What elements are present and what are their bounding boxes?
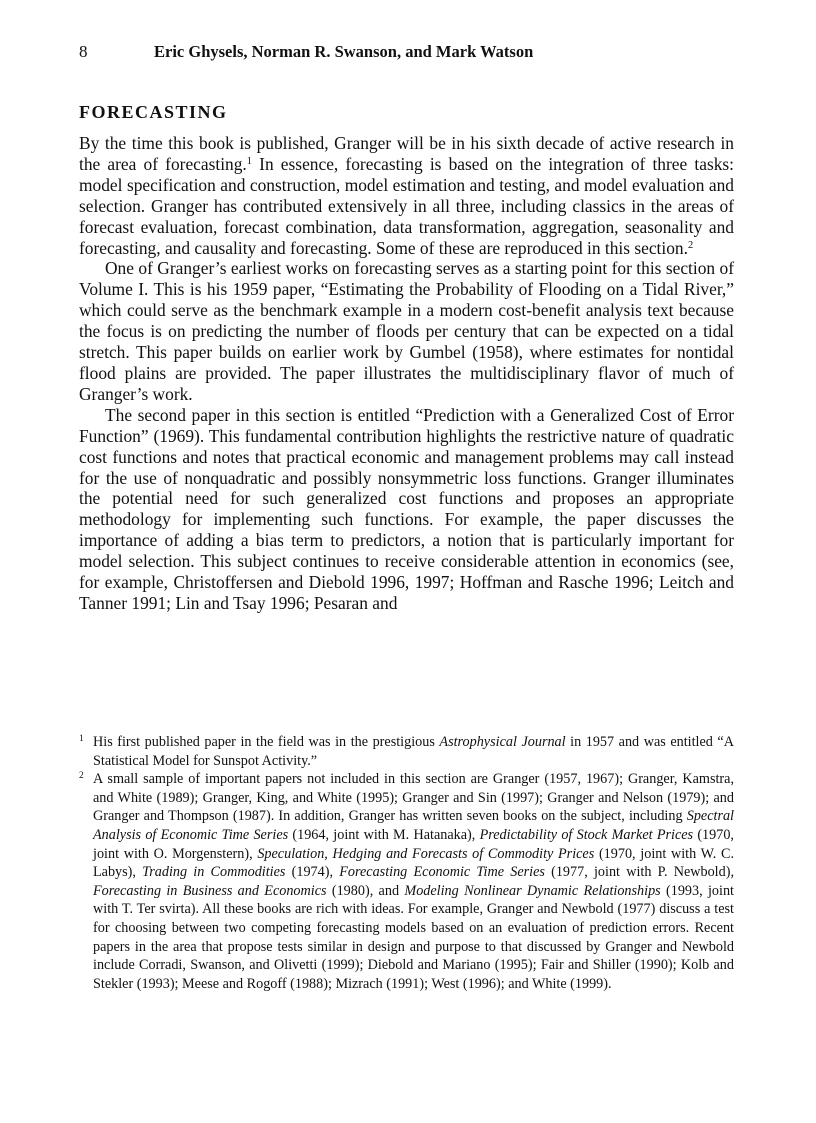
text-run: (1964, joint with M. Hatanaka), (288, 826, 480, 843)
italic-title: Forecasting Economic Time Series (339, 864, 545, 881)
footnote (79, 770, 734, 993)
italic-title: Forecasting in Business and Economics (93, 882, 327, 899)
body-paragraph (79, 405, 734, 614)
text-run: (1970, joint with O. Morgenstern), (93, 826, 734, 862)
body-paragraph (79, 258, 734, 404)
italic-title: Astrophysical Journal (439, 734, 566, 750)
italic-title: Predictability of Stock Market Prices (479, 826, 694, 843)
text-run: (1974), (285, 864, 340, 881)
footnote (79, 733, 734, 770)
page-number: 8 (79, 42, 88, 61)
footnote-reference: 2 (687, 239, 694, 251)
text-run: (1980), and (326, 882, 405, 899)
text-run: The second paper in this section is entitled “Prediction with a Generalized Cost of Error Function” (1969). This fundamental contribution highlights the restrictive nature of quadratic cost functions and notes that practical economic and management problems may call instead for the use of nonquadratic and possibly nonsymmetric loss functions. Granger illuminates the potential need for such generalized cost functions and proposes an appropriate methodology for implementing such functions. For example, the paper discusses the importance of adding a bias term to predictors, a notion that is particularly important for model selection. This subject continues to receive considerable attention in economics (see, for example, Christoffersen and Diebold 1996, 1997; Hoffman and Rasche 1996; Leitch and Tanner 1991; Lin and Tsay 1996; Pesaran and (79, 404, 734, 613)
text-run: A small sample of important papers not included in this section are Granger (1957, 1967); Granger, Kamstra, and White (1989); Granger, King, and White (1995); Granger and Sin (1997); Granger and Nelson (1979); and Granger and Thompson (1987). In addition, Granger has written seven books on the subject, including (93, 771, 734, 825)
text-run: (1993, joint with T. Ter svirta). All these books are rich with ideas. For example, Granger and Newbold (1977) discuss a test for choosing between two competing forecasting models based on an evaluation of prediction errors. Recent papers in the area that propose tests similar in design and purpose to that discussed by Granger and Newbold include Corradi, Swanson, and Olivetti (1999); Diebold and Mariano (1995); Fair and Shiller (1990); Kolb and Stekler (1993); Meese and Rogoff (1988); Mizrach (1991); West (1996); and White (1999). (93, 882, 735, 992)
text-run: (1977, joint with P. Newbold), (544, 864, 734, 881)
text-run: in 1957 and was entitled “A Statistical Model for Sunspot Activity.” (93, 734, 734, 769)
footnote-mark: 1 (79, 734, 84, 744)
italic-title: Spectral Analysis of Economic Time Series (93, 808, 734, 843)
section-title: FORECASTING (79, 102, 228, 122)
body-text (79, 133, 734, 614)
italic-title: Trading in Commodities (142, 864, 286, 881)
running-header (79, 42, 739, 66)
text-run: His first published paper in the field was in the prestigious (93, 734, 440, 750)
italic-title: Modeling Nonlinear Dynamic Relationships (404, 882, 661, 899)
text-run: In essence, forecasting is based on the integration of three tasks: model specification and construction, model estimation and testing, and model evaluation and selection. Granger has contributed extensively in all three, including classics in the areas of forecast evaluation, forecast combination, data transformation, aggregation, seasonality and forecasting, and causality and forecasting. Some of these are reproduced in this section. (79, 153, 735, 258)
footnote-mark: 2 (79, 771, 84, 782)
italic-title: Speculation, Hedging and Forecasts of Commodity Prices (257, 845, 595, 862)
running-header-authors: Eric Ghysels, Norman R. Swanson, and Mark Watson (154, 42, 534, 61)
body-paragraph (79, 133, 734, 258)
footnote-reference: 1 (246, 155, 252, 167)
text-run: (1970, joint with W. C. Labys), (93, 845, 734, 881)
footnotes (79, 733, 734, 993)
text-run: One of Granger’s earliest works on forecasting serves as a starting point for this section of Volume I. This is his 1959 paper, “Estimating the Probability of Flooding on a Tidal River,” which could serve as the benchmark example in a modern cost-benefit analysis text because the focus is on predicting the number of floods per century that can be expected on a tidal stretch. This paper builds on earlier work by Gumbel (1958), where estimates for nontidal flood plains are provided. The paper illustrates the multidisciplinary flavor of much of Granger’s work. (79, 258, 734, 404)
text-run: By the time this book is published, Granger will be in his sixth decade of active research in the area of forecasting. (79, 133, 734, 174)
